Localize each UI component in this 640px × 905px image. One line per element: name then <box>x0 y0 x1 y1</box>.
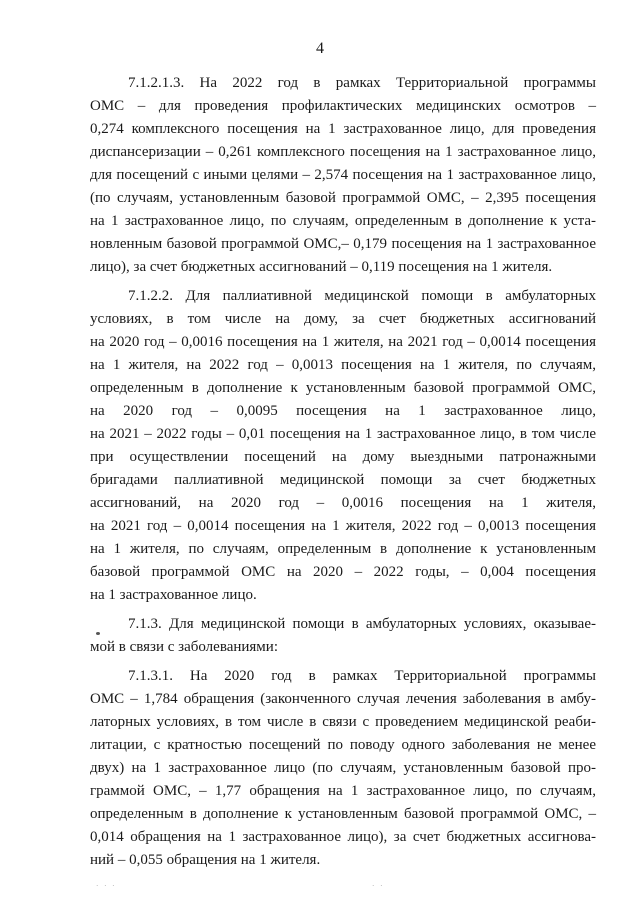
text-line: при осуществлении посещений на дому выездными патронажными <box>90 449 596 465</box>
text-line: новленным базовой программой ОМС,– 0,179 посещения на 1 застрахованное <box>90 236 596 252</box>
text-line: лицо), за счет бюджетных ассигнований – 0,119 посещения на 1 жителя. <box>90 259 553 275</box>
text-line: ОМС – для проведения профилактических медицинских осмотров – <box>90 98 596 114</box>
text-line: базовой программой ОМС на 2020 – 2022 годы, – 0,004 посещения <box>90 564 596 580</box>
page-number: 4 <box>316 40 324 57</box>
text-line: определенным в дополнение к установленным базовой программой ОМС, <box>90 380 596 396</box>
text-line: 0,274 комплексного посещения на 1 застрахованное лицо, для проведения <box>90 121 596 137</box>
paragraph-7-1-3 <box>90 613 596 659</box>
text-line: бригадами паллиативной медицинской помощи за счет бюджетных <box>90 472 596 488</box>
text-line: 7.1.2.1.3. На 2022 год в рамках Территориальной программы <box>128 75 596 91</box>
text-line: мой в связи с заболеваниями: <box>90 639 278 655</box>
text-line: ассигнований, на 2020 год – 0,0016 посещения на 1 жителя, <box>90 495 596 511</box>
text-line: 7.1.3.1. На 2020 год в рамках Территориальной программы <box>128 668 596 684</box>
text-line: на 2021 – 2022 годы – 0,01 посещения на 1 застрахованное лицо, в том числе <box>90 426 596 442</box>
text-line: латорных условиях, в том числе в связи с проведением медицинской реаби- <box>90 714 596 730</box>
text-line: на 1 жителя, по случаям, определенным в дополнение к установленным <box>90 541 596 557</box>
text-line: на 1 застрахованное лицо. <box>90 587 257 603</box>
scan-artifact: · · <box>372 882 385 890</box>
text-line: на 2021 год – 0,0014 посещения на 1 жителя, 2022 год – 0,0013 посещения <box>90 518 596 534</box>
text-line: двух) на 1 застрахованное лицо (по случаям, установленным базовой про- <box>90 760 596 776</box>
text-line: определенным в дополнение к установленным базовой программой ОМС, – <box>90 806 596 822</box>
text-line: 7.1.3. Для медицинской помощи в амбулаторных условиях, оказывае- <box>128 616 596 632</box>
text-line: диспансеризации – 0,261 комплексного посещения на 1 застрахованное лицо, <box>90 144 596 160</box>
text-line: граммой ОМС, – 1,77 обращения на 1 застрахованное лицо, по случаям, <box>90 783 596 799</box>
text-line: на 2020 год – 0,0095 посещения на 1 застрахованное лицо, <box>90 403 596 419</box>
text-line: на 1 жителя, на 2022 год – 0,0013 посещения на 1 жителя, по случаям, <box>90 357 596 373</box>
paragraph-7-1-2-1-3 <box>90 72 596 279</box>
text-line: ОМС – 1,784 обращения (законченного случая лечения заболевания в амбу- <box>90 691 596 707</box>
text-line: на 2020 год – 0,0016 посещения на 1 жителя, на 2021 год – 0,0014 посещения <box>90 334 596 350</box>
text-line: ний – 0,055 обращения на 1 жителя. <box>90 852 321 868</box>
paragraph-7-1-3-1 <box>90 665 596 872</box>
text-line: условиях, в том числе на дому, за счет бюджетных ассигнований <box>90 311 596 327</box>
text-line: для посещений с иными целями – 2,574 посещения на 1 застрахованное лицо, <box>90 167 596 183</box>
text-line: литации, с кратностью посещений по поводу одного заболевания не менее <box>90 737 596 753</box>
document-body <box>90 72 596 878</box>
scan-artifact: · · · <box>96 882 117 890</box>
text-line: 0,014 обращения на 1 застрахованное лицо), за счет бюджетных ассигнова- <box>90 829 596 845</box>
text-line: на 1 застрахованное лицо, по случаям, определенным в дополнение к уста- <box>90 213 596 229</box>
scan-speck <box>96 632 100 635</box>
paragraph-7-1-2-2 <box>90 285 596 607</box>
text-line: (по случаям, установленным базовой программой ОМС, – 2,395 посещения <box>90 190 596 206</box>
text-line: 7.1.2.2. Для паллиативной медицинской помощи в амбулаторных <box>128 288 596 304</box>
